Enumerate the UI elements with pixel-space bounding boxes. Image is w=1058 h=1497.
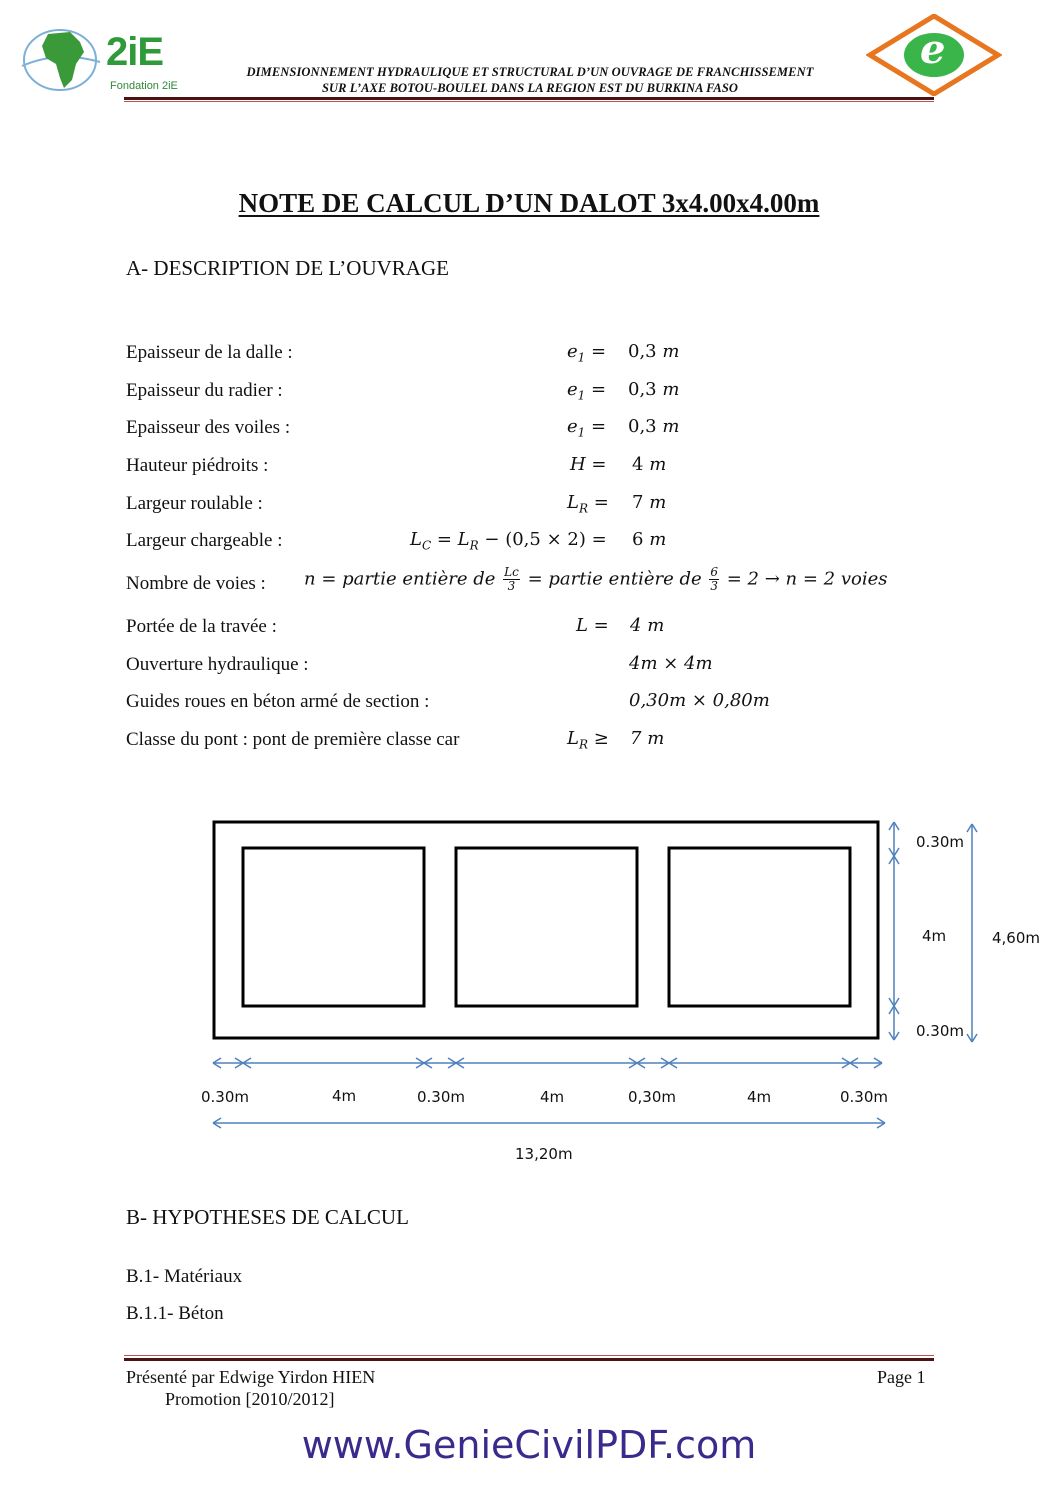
- voies-formula: [304, 566, 887, 593]
- dim-right-total: 4,60m: [992, 929, 1041, 947]
- row-value: 4m × 4m: [629, 653, 713, 674]
- voies-fraction-1-num: Lc: [504, 565, 519, 579]
- dim-right-bot: 0.30m: [916, 1022, 965, 1040]
- row-value: 0,30m × 0,80m: [629, 690, 770, 711]
- row-value: 0,3 m: [628, 416, 680, 437]
- voies-label: Nombre de voies :: [126, 573, 266, 594]
- row-label: Hauteur piédroits :: [126, 455, 269, 476]
- voies-mid: = partie entière de: [527, 568, 702, 590]
- row-label: Guides roues en béton armé de section :: [126, 691, 430, 712]
- dim-bottom-total: 13,20m: [515, 1145, 573, 1163]
- cell-2: [456, 848, 637, 1006]
- dimension-labels: [201, 833, 1040, 1163]
- header-rule-dark: [124, 97, 934, 100]
- voies-fraction-2: [709, 566, 719, 593]
- row-value: 4 m: [632, 454, 667, 475]
- header-title: [200, 64, 860, 96]
- watermark-link[interactable]: www.GenieCivilPDF.com: [301, 1423, 757, 1467]
- footer-promotion: Promotion [2010/2012]: [165, 1389, 335, 1409]
- voies-fraction-2-num: 6: [710, 565, 719, 579]
- dim-bottom-3: 0.30m: [417, 1088, 466, 1106]
- header-title-line1: DIMENSIONNEMENT HYDRAULIQUE ET STRUCTURAL D’UN OUVRAGE DE FRANCHISSEMENT: [246, 65, 814, 79]
- row-value: 6 m: [632, 529, 667, 550]
- dimension-lines: [213, 822, 977, 1128]
- voies-fraction-2-den: 3: [710, 579, 719, 593]
- row-value: 7 m: [632, 492, 667, 513]
- subsection-b1: B.1- Matériaux: [126, 1266, 243, 1287]
- header-rule-red: [124, 101, 934, 102]
- logo-2ie-subtitle: Fondation 2iE: [110, 80, 178, 92]
- voies-lhs: n = partie entière de: [304, 568, 496, 590]
- voies-fraction-1: [503, 566, 520, 593]
- row-value: 7 m: [630, 728, 665, 749]
- dim-bottom-2: 4m: [332, 1087, 357, 1105]
- dim-bottom-6: 4m: [747, 1088, 772, 1106]
- footer-rule-red: [124, 1355, 934, 1356]
- cell-1: [243, 848, 424, 1006]
- logo-2ie-text: 2iE: [106, 30, 164, 74]
- row-value: 4 m: [630, 615, 665, 636]
- dim-bottom-5: 0,30m: [628, 1088, 677, 1106]
- row-label: Epaisseur du radier :: [126, 380, 283, 401]
- footer-author: Présenté par Edwige Yirdon HIEN: [126, 1367, 376, 1387]
- section-a-heading: A- DESCRIPTION DE L’OUVRAGE: [126, 256, 449, 280]
- subsection-b11: B.1.1- Béton: [126, 1303, 224, 1324]
- row-symbol: H =: [570, 454, 607, 475]
- logo-2ie: [18, 22, 188, 98]
- logo-right-letter: e: [920, 26, 946, 73]
- dim-bottom-7: 0.30m: [840, 1088, 889, 1106]
- row-label: Classe du pont : pont de première classe car: [126, 729, 460, 750]
- row-label: Ouverture hydraulique :: [126, 654, 309, 675]
- row-value: 0,3 m: [628, 341, 680, 362]
- footer-page: Page 1: [877, 1367, 926, 1387]
- dim-bottom-4: 4m: [540, 1088, 565, 1106]
- row-symbol: $e_1$ =: [567, 416, 607, 440]
- row-label: Epaisseur des voiles :: [126, 417, 291, 438]
- cell-3: [669, 848, 850, 1006]
- row-symbol: $L_C = L_R - (0,5 \times 2)$ =: [410, 529, 607, 553]
- row-symbol: L =: [576, 615, 609, 636]
- row-symbol: $e_1$ =: [567, 379, 607, 403]
- voies-rhs: = 2 → n = 2 voies: [726, 568, 888, 590]
- row-value: 0,3 m: [628, 379, 680, 400]
- dim-right-mid: 4m: [922, 927, 947, 945]
- document-title: NOTE DE CALCUL D’UN DALOT 3x4.00x4.00m: [238, 188, 820, 218]
- dim-right-top: 0.30m: [916, 833, 965, 851]
- dalot-section-diagram: [0, 800, 1058, 1180]
- dalot-outline: [214, 822, 878, 1038]
- row-symbol: $e_1$ =: [567, 341, 607, 365]
- row-label: Epaisseur de la dalle :: [126, 342, 293, 363]
- row-label: Largeur roulable :: [126, 493, 263, 514]
- header-title-line2: SUR L’AXE BOTOU-BOULEL DANS LA REGION EST DU BURKINA FASO: [321, 81, 739, 95]
- row-symbol: $L_R$ =: [567, 492, 609, 516]
- row-symbol: $L_R$ ≥: [567, 728, 609, 752]
- dim-bottom-1: 0.30m: [201, 1088, 250, 1106]
- logo-right: [866, 14, 1002, 96]
- row-label: Portée de la travée :: [126, 616, 277, 637]
- footer-rule-dark: [124, 1358, 934, 1361]
- voies-fraction-1-den: 3: [507, 579, 516, 593]
- row-label: Largeur chargeable :: [126, 530, 283, 551]
- section-b-heading: B- HYPOTHESES DE CALCUL: [126, 1205, 409, 1229]
